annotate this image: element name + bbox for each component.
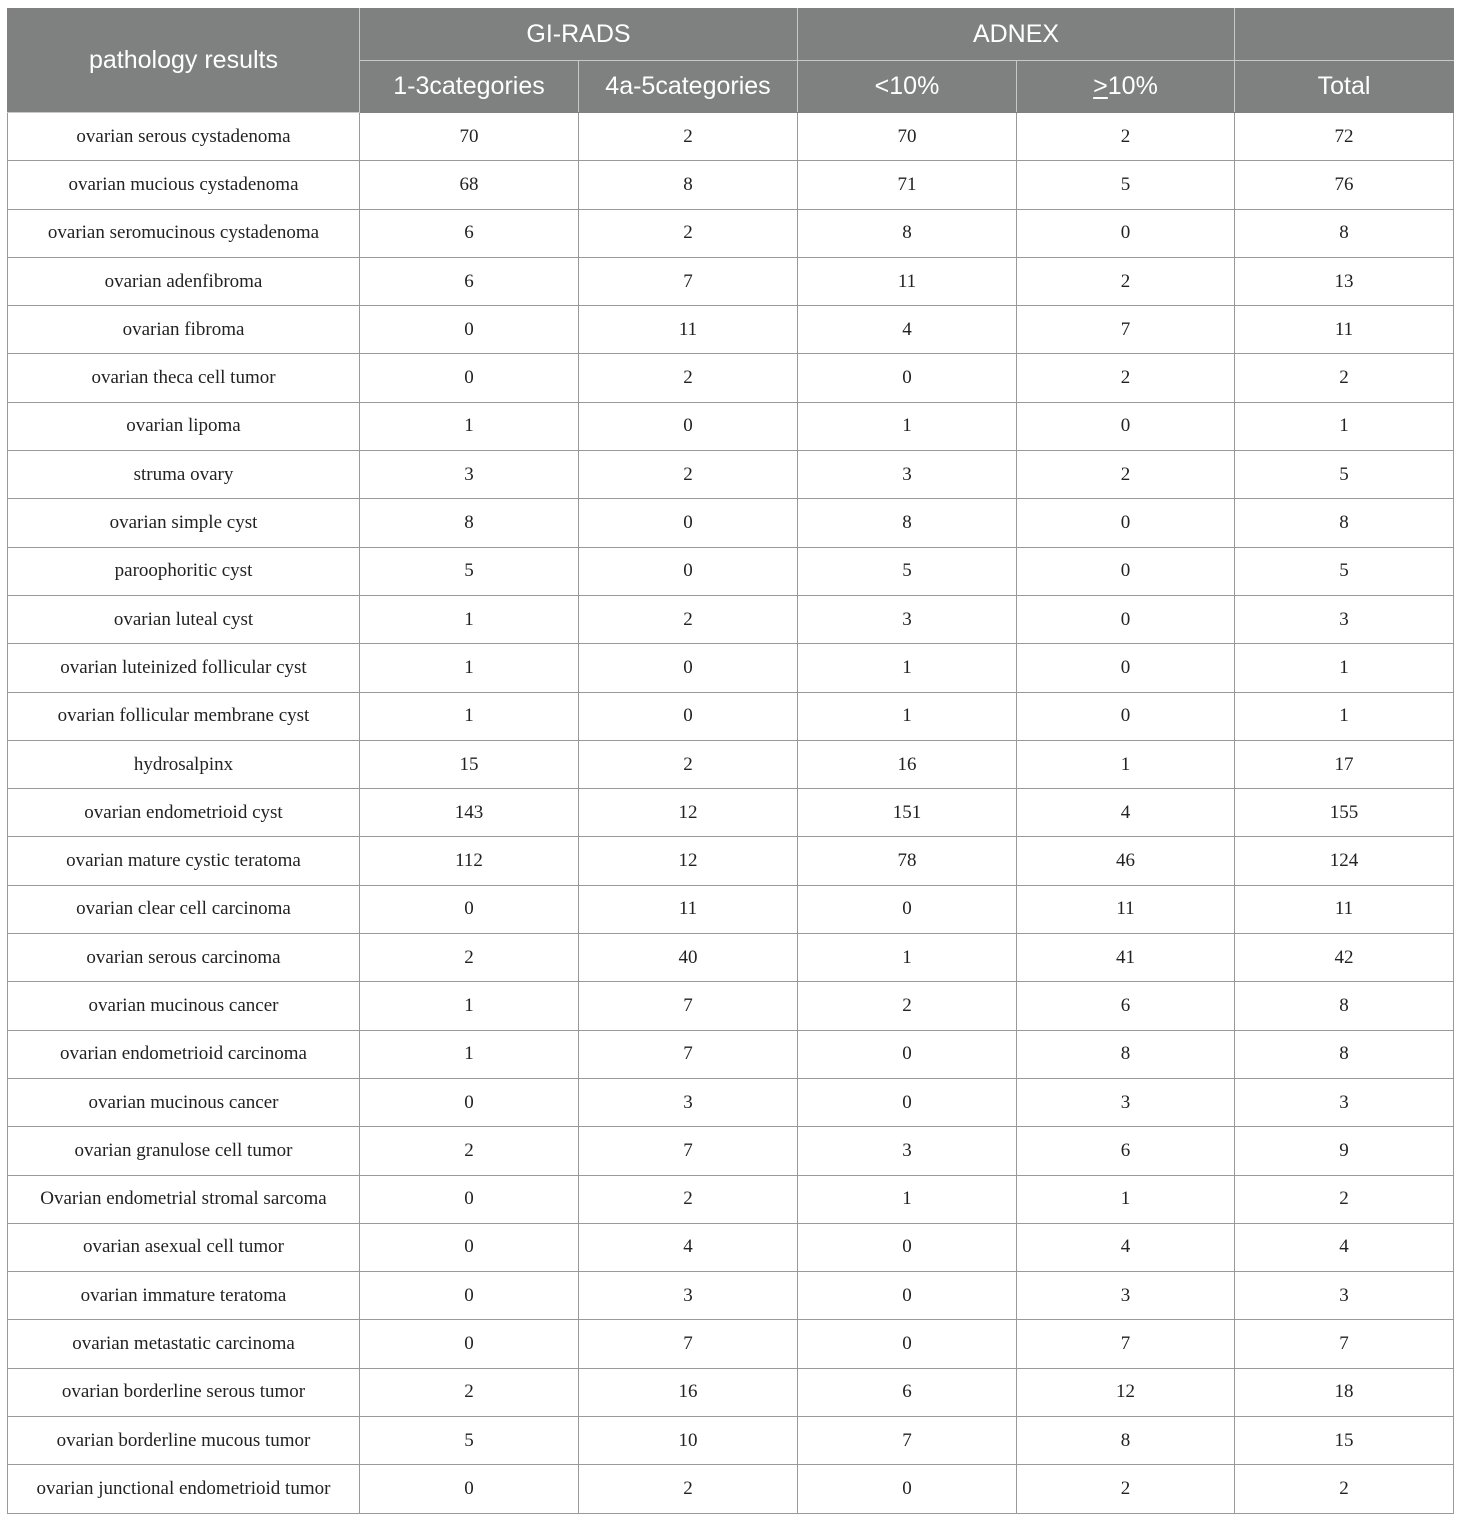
adnex-10-or-more-cell: 11 [1017,885,1235,933]
adnex-under-10-cell: 4 [798,306,1017,354]
gi-rads-1-3-cell: 1 [360,595,579,643]
table-row [8,1127,1454,1175]
total-cell: 11 [1235,885,1454,933]
adnex-under-10-cell: 3 [798,1127,1017,1175]
adnex-10-or-more-cell: 5 [1017,161,1235,209]
pathology-name-cell: ovarian endometrioid cyst [8,789,360,837]
table-row [8,451,1454,499]
gi-rads-1-3-cell: 2 [360,1127,579,1175]
gi-rads-4a-5-cell: 40 [579,934,798,982]
adnex-10-or-more-cell: 0 [1017,209,1235,257]
total-cell: 11 [1235,306,1454,354]
gi-rads-1-3-cell: 6 [360,209,579,257]
table-row [8,1320,1454,1368]
adnex-under-10-cell: 0 [798,1272,1017,1320]
gi-rads-4a-5-cell: 3 [579,1078,798,1126]
adnex-10-or-more-cell: 2 [1017,257,1235,305]
table-row [8,885,1454,933]
gi-rads-1-3-cell: 5 [360,547,579,595]
gi-rads-4a-5-cell: 12 [579,837,798,885]
gi-rads-1-3-cell: 1 [360,644,579,692]
total-cell: 3 [1235,1272,1454,1320]
adnex-10-or-more-cell: 0 [1017,499,1235,547]
gi-rads-4a-5-cell: 7 [579,1127,798,1175]
gi-rads-1-3-cell: 0 [360,354,579,402]
adnex-under-10-cell: 0 [798,1223,1017,1271]
pathology-name-cell: ovarian theca cell tumor [8,354,360,402]
table-row [8,257,1454,305]
adnex-under-10-cell: 11 [798,257,1017,305]
gi-rads-4a-5-cell: 7 [579,1030,798,1078]
gi-rads-4a-5-cell: 0 [579,644,798,692]
gi-rads-1-3-cell: 0 [360,1272,579,1320]
gi-rads-1-3-cell: 0 [360,306,579,354]
total-cell: 5 [1235,451,1454,499]
adnex-under-10-cell: 0 [798,1078,1017,1126]
header-blank-cell [1235,9,1454,61]
header-gi-rads-4a-5-categories: 4a-5categories [579,61,798,113]
gi-rads-4a-5-cell: 10 [579,1417,798,1465]
gi-rads-1-3-cell: 5 [360,1417,579,1465]
table-row [8,934,1454,982]
total-cell: 1 [1235,692,1454,740]
adnex-10-or-more-cell: 7 [1017,306,1235,354]
table-row [8,1030,1454,1078]
gi-rads-1-3-cell: 0 [360,1320,579,1368]
header-row-groups [8,9,1454,61]
adnex-under-10-cell: 71 [798,161,1017,209]
adnex-10-or-more-cell: 0 [1017,692,1235,740]
adnex-under-10-cell: 1 [798,934,1017,982]
header-pathology-results: pathology results [8,9,360,113]
table-row [8,595,1454,643]
pathology-name-cell: ovarian adenfibroma [8,257,360,305]
total-cell: 155 [1235,789,1454,837]
pathology-name-cell: ovarian borderline serous tumor [8,1368,360,1416]
pathology-name-cell: paroophoritic cyst [8,547,360,595]
pathology-name-cell: ovarian follicular membrane cyst [8,692,360,740]
table-row [8,644,1454,692]
adnex-under-10-cell: 8 [798,499,1017,547]
table-row [8,499,1454,547]
gi-rads-1-3-cell: 15 [360,740,579,788]
gi-rads-4a-5-cell: 0 [579,499,798,547]
gi-rads-1-3-cell: 68 [360,161,579,209]
adnex-under-10-cell: 1 [798,644,1017,692]
total-cell: 7 [1235,1320,1454,1368]
total-cell: 3 [1235,1078,1454,1126]
total-cell: 5 [1235,547,1454,595]
header-group-gi-rads: GI-RADS [360,9,798,61]
table-row [8,209,1454,257]
adnex-under-10-cell: 0 [798,1465,1017,1513]
gi-rads-4a-5-cell: 8 [579,161,798,209]
gi-rads-4a-5-cell: 0 [579,547,798,595]
table-row [8,982,1454,1030]
gi-rads-1-3-cell: 1 [360,402,579,450]
pathology-name-cell: ovarian immature teratoma [8,1272,360,1320]
adnex-under-10-cell: 6 [798,1368,1017,1416]
adnex-under-10-cell: 2 [798,982,1017,1030]
gi-rads-1-3-cell: 8 [360,499,579,547]
adnex-10-or-more-cell: 12 [1017,1368,1235,1416]
pathology-name-cell: ovarian simple cyst [8,499,360,547]
gi-rads-1-3-cell: 112 [360,837,579,885]
gi-rads-1-3-cell: 0 [360,1465,579,1513]
total-cell: 8 [1235,499,1454,547]
adnex-10-or-more-cell: 8 [1017,1030,1235,1078]
table-row [8,692,1454,740]
total-cell: 8 [1235,1030,1454,1078]
pathology-name-cell: ovarian mature cystic teratoma [8,837,360,885]
total-cell: 17 [1235,740,1454,788]
table-row [8,547,1454,595]
pathology-name-cell: ovarian luteinized follicular cyst [8,644,360,692]
table-row [8,1465,1454,1513]
adnex-under-10-cell: 0 [798,1320,1017,1368]
adnex-10-or-more-cell: 8 [1017,1417,1235,1465]
table-row [8,1175,1454,1223]
adnex-10-or-more-cell: 4 [1017,789,1235,837]
gi-rads-4a-5-cell: 7 [579,1320,798,1368]
total-cell: 1 [1235,402,1454,450]
adnex-10-or-more-cell: 3 [1017,1272,1235,1320]
header-adnex-10-percent-or-more [1017,61,1235,113]
pathology-name-cell: ovarian lipoma [8,402,360,450]
pathology-name-cell: ovarian granulose cell tumor [8,1127,360,1175]
adnex-10-or-more-cell: 2 [1017,1465,1235,1513]
gi-rads-4a-5-cell: 2 [579,209,798,257]
table-row [8,161,1454,209]
gi-rads-1-3-cell: 70 [360,113,579,161]
gi-rads-4a-5-cell: 16 [579,1368,798,1416]
total-cell: 124 [1235,837,1454,885]
pathology-name-cell: ovarian asexual cell tumor [8,1223,360,1271]
pathology-results-table [7,8,1454,1514]
gi-rads-4a-5-cell: 11 [579,306,798,354]
total-cell: 8 [1235,209,1454,257]
gi-rads-4a-5-cell: 7 [579,982,798,1030]
adnex-10-or-more-cell: 4 [1017,1223,1235,1271]
total-cell: 2 [1235,1175,1454,1223]
table-row [8,789,1454,837]
adnex-under-10-cell: 78 [798,837,1017,885]
pathology-table-container [7,8,1453,1514]
table-row [8,1078,1454,1126]
table-row [8,354,1454,402]
adnex-under-10-cell: 5 [798,547,1017,595]
pathology-name-cell: ovarian mucinous cancer [8,1078,360,1126]
adnex-10-or-more-cell: 6 [1017,982,1235,1030]
adnex-under-10-cell: 7 [798,1417,1017,1465]
total-cell: 13 [1235,257,1454,305]
adnex-10-or-more-cell: 3 [1017,1078,1235,1126]
adnex-10-or-more-cell: 2 [1017,451,1235,499]
gi-rads-1-3-cell: 0 [360,1078,579,1126]
adnex-under-10-cell: 1 [798,692,1017,740]
table-body [8,113,1454,1514]
adnex-10-or-more-cell: 0 [1017,547,1235,595]
table-row [8,306,1454,354]
gi-rads-4a-5-cell: 2 [579,354,798,402]
gi-rads-1-3-cell: 2 [360,934,579,982]
header-total: Total [1235,61,1454,113]
gi-rads-4a-5-cell: 2 [579,113,798,161]
adnex-under-10-cell: 8 [798,209,1017,257]
gi-rads-1-3-cell: 0 [360,1223,579,1271]
table-row [8,1368,1454,1416]
table-row [8,740,1454,788]
gi-rads-4a-5-cell: 3 [579,1272,798,1320]
gi-rads-1-3-cell: 2 [360,1368,579,1416]
gi-rads-4a-5-cell: 0 [579,402,798,450]
adnex-10-or-more-cell: 1 [1017,1175,1235,1223]
adnex-under-10-cell: 70 [798,113,1017,161]
adnex-10-or-more-cell: 1 [1017,740,1235,788]
gi-rads-1-3-cell: 143 [360,789,579,837]
adnex-10-or-more-cell: 0 [1017,595,1235,643]
gi-rads-4a-5-cell: 2 [579,1175,798,1223]
gi-rads-4a-5-cell: 2 [579,451,798,499]
pathology-name-cell: ovarian serous carcinoma [8,934,360,982]
gi-rads-4a-5-cell: 2 [579,1465,798,1513]
adnex-under-10-cell: 3 [798,451,1017,499]
pathology-name-cell: Ovarian endometrial stromal sarcoma [8,1175,360,1223]
adnex-10-or-more-cell: 41 [1017,934,1235,982]
total-cell: 2 [1235,354,1454,402]
header-group-adnex: ADNEX [798,9,1235,61]
total-cell: 4 [1235,1223,1454,1271]
gi-rads-1-3-cell: 3 [360,451,579,499]
adnex-10-or-more-cell: 2 [1017,354,1235,402]
adnex-under-10-cell: 1 [798,402,1017,450]
total-cell: 42 [1235,934,1454,982]
pathology-name-cell: ovarian junctional endometrioid tumor [8,1465,360,1513]
gi-rads-4a-5-cell: 7 [579,257,798,305]
total-cell: 2 [1235,1465,1454,1513]
table-row [8,837,1454,885]
adnex-under-10-cell: 3 [798,595,1017,643]
adnex-10-or-more-cell: 0 [1017,644,1235,692]
adnex-under-10-cell: 151 [798,789,1017,837]
pathology-name-cell: hydrosalpinx [8,740,360,788]
gi-rads-1-3-cell: 1 [360,692,579,740]
table-row [8,1272,1454,1320]
pathology-name-cell: ovarian fibroma [8,306,360,354]
pathology-name-cell: ovarian borderline mucous tumor [8,1417,360,1465]
total-cell: 9 [1235,1127,1454,1175]
greater-equal-symbol: > [1093,72,1108,100]
adnex-under-10-cell: 0 [798,354,1017,402]
adnex-10-or-more-cell: 2 [1017,113,1235,161]
adnex-under-10-cell: 0 [798,1030,1017,1078]
gi-rads-1-3-cell: 0 [360,1175,579,1223]
table-row [8,113,1454,161]
total-cell: 76 [1235,161,1454,209]
total-cell: 18 [1235,1368,1454,1416]
adnex-under-10-cell: 1 [798,1175,1017,1223]
adnex-10-or-more-cell: 6 [1017,1127,1235,1175]
adnex-10-or-more-cell: 46 [1017,837,1235,885]
header-gi-rads-1-3-categories: 1-3categories [360,61,579,113]
total-cell: 3 [1235,595,1454,643]
gi-rads-1-3-cell: 6 [360,257,579,305]
header-adnex-under-10-percent: <10% [798,61,1017,113]
gi-rads-4a-5-cell: 2 [579,740,798,788]
table-header [8,9,1454,113]
pathology-name-cell: ovarian mucinous cancer [8,982,360,1030]
pathology-name-cell: ovarian endometrioid carcinoma [8,1030,360,1078]
gi-rads-4a-5-cell: 4 [579,1223,798,1271]
pathology-name-cell: ovarian mucious cystadenoma [8,161,360,209]
total-cell: 8 [1235,982,1454,1030]
adnex-under-10-cell: 0 [798,885,1017,933]
table-row [8,402,1454,450]
gi-rads-4a-5-cell: 11 [579,885,798,933]
gi-rads-4a-5-cell: 12 [579,789,798,837]
gi-rads-4a-5-cell: 0 [579,692,798,740]
gi-rads-1-3-cell: 1 [360,1030,579,1078]
total-cell: 1 [1235,644,1454,692]
gi-rads-1-3-cell: 1 [360,982,579,1030]
pathology-name-cell: ovarian luteal cyst [8,595,360,643]
pathology-name-cell: ovarian clear cell carcinoma [8,885,360,933]
gi-rads-4a-5-cell: 2 [579,595,798,643]
total-cell: 72 [1235,113,1454,161]
pathology-name-cell: ovarian serous cystadenoma [8,113,360,161]
gi-rads-1-3-cell: 0 [360,885,579,933]
total-cell: 15 [1235,1417,1454,1465]
pathology-name-cell: struma ovary [8,451,360,499]
header-adnex-high-label: 10% [1107,72,1158,100]
table-row [8,1417,1454,1465]
adnex-under-10-cell: 16 [798,740,1017,788]
adnex-10-or-more-cell: 0 [1017,402,1235,450]
adnex-10-or-more-cell: 7 [1017,1320,1235,1368]
pathology-name-cell: ovarian metastatic carcinoma [8,1320,360,1368]
pathology-name-cell: ovarian seromucinous cystadenoma [8,209,360,257]
table-row [8,1223,1454,1271]
